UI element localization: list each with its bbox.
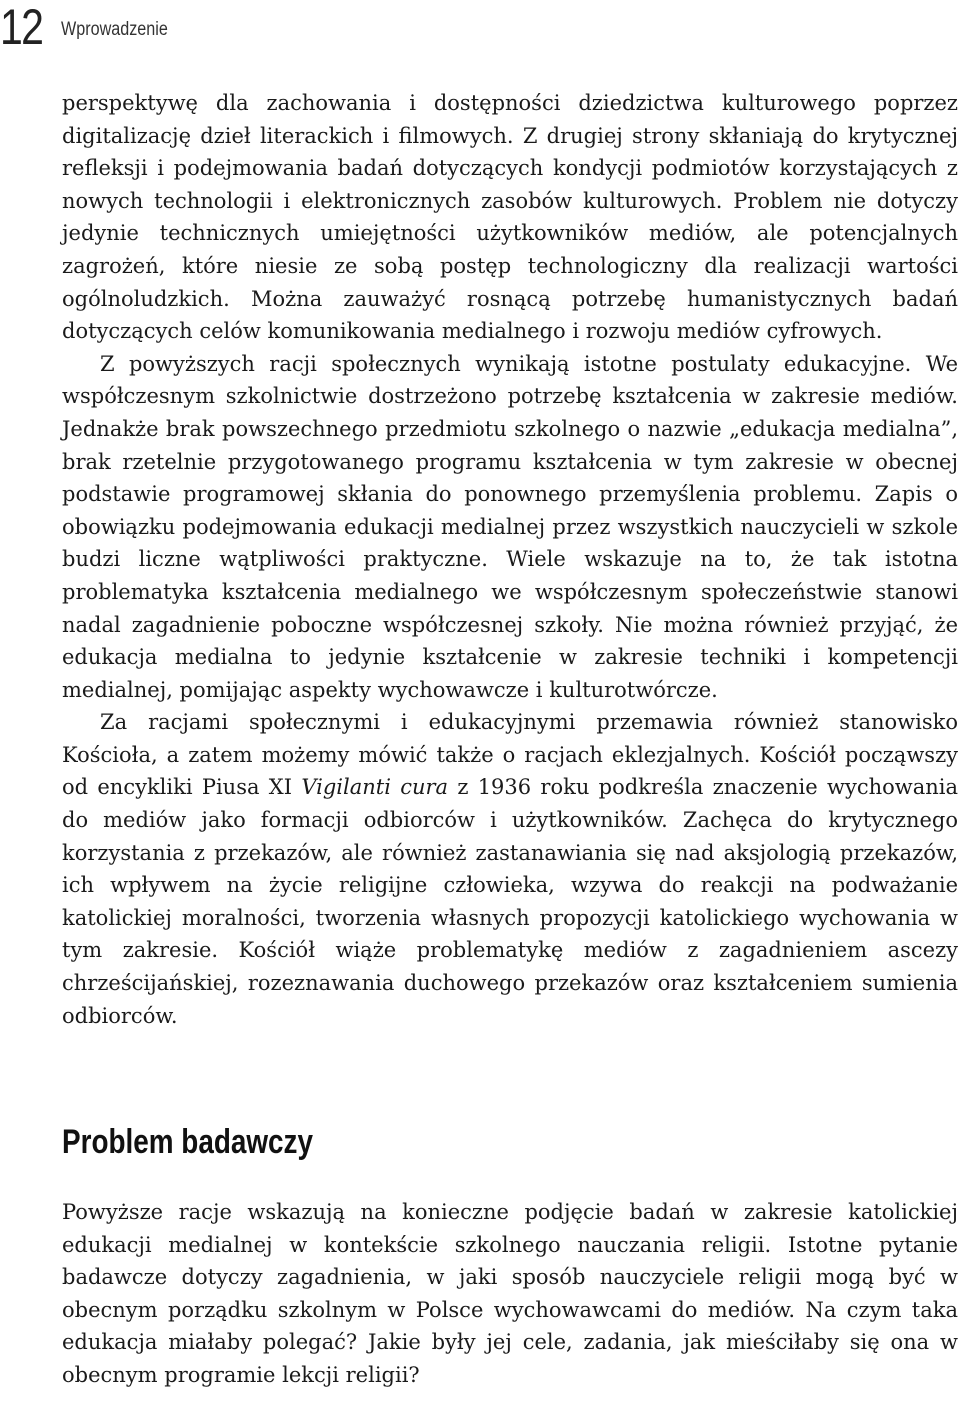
paragraph-2: Z powyższych racji społecznych wynikają istotne postulaty edukacyjne. We współczesnym szkolnictwie dostrzeżono potrzebę kształcenia w zakresie mediów. Jednakże brak powszechnego przedmiotu szkolnego o nazwie „edukacja medialna”, brak rzetelnie przygotowanego programu kształcenia w tym zakresie w obecnej podstawie programowej skłania do ponownego przemyślenia problemu. Zapis o obowiązku podejmowania edukacji medialnej przez wszystkich nauczycieli w szkole budzi liczne wątpliwości praktyczne. Wiele wskazuje na to, że tak istotna problematyka kształcenia medialnego we współczesnym społeczeństwie stanowi nadal zagadnienie poboczne współczesnej szkoły. Nie można również przyjąć, że edukacja medialna to jedynie kształcenie w zakresie techniki i kompetencji medialnej, pomijając aspekty wychowawcze i kulturotwórcze. — [62, 351, 958, 702]
running-head: Wprowadzenie — [61, 19, 168, 40]
encyclical-title: Vigilanti cura — [301, 775, 449, 800]
paragraph-1: perspektywę dla zachowania i dostępności dziedzictwa kulturowego poprzez digitalizację dzieł literackich i filmowych. Z drugiej strony skłaniają do krytycznej refleksji i podejmowania badań dotyczących kondycji podmiotów korzystających z nowych technologii i elektronicznych zasobów kulturowych. Problem nie dotyczy jedynie technicznych umiejętności użytkowników mediów, ale potencjalnych zagrożeń, które niesie ze sobą postęp technologiczny dla realizacji wartości ogólnoludzkich. Można zauważyć rosnącą potrzebę humanistycznych badań dotyczących celów komunikowania medialnego i rozwoju mediów cyfrowych. — [62, 91, 958, 344]
paragraph-3-text-a: Za racjami społecznymi i edukacyjnymi przemawia również stanowisko Kościoła, a zatem możemy mówić także o racjach eklezjalnych. Kościół począwszy od encykliki Piusa XI — [62, 710, 958, 800]
paragraph-3 — [62, 706, 958, 1032]
page-header — [0, 0, 960, 60]
body-text — [62, 87, 958, 1032]
page-number: 12 — [0, 0, 43, 55]
section-heading: Problem badawczy — [62, 1123, 314, 1161]
section-body — [62, 1196, 958, 1392]
paragraph-3-text-b: z 1936 roku podkreśla znaczenie wychowania do mediów jako formacji odbiorców i użytkowników. Zachęca do krytycznego korzystania z przekazów, ale również zastanawiania się nad aksjologią przekazów, ich wpływem na życie religijne człowieka, wzywa do reakcji na podważanie katolickiej moralności, tworzenia własnych propozycji katolickiego wychowania w tym zakresie. Kościół wiąże problematykę mediów z zagadnieniem ascezy chrześcijańskiej, rozeznawania duchowego przekazów oraz kształceniem sumienia odbiorców. — [62, 775, 959, 1028]
section-paragraph-1: Powyższe racje wskazują na konieczne podjęcie badań w zakresie katolickiej edukacji medialnej w kontekście szkolnego nauczania religii. Istotne pytanie badawcze dotyczy zagadnienia, w jaki sposób nauczyciele religii mogą być w obecnym porządku szkolnym w Polsce wychowawcami do mediów. Na czym taka edukacja miałaby polegać? Jakie były jej cele, zadania, jak mieściłaby się ona w obecnym programie lekcji religii? — [62, 1200, 958, 1387]
